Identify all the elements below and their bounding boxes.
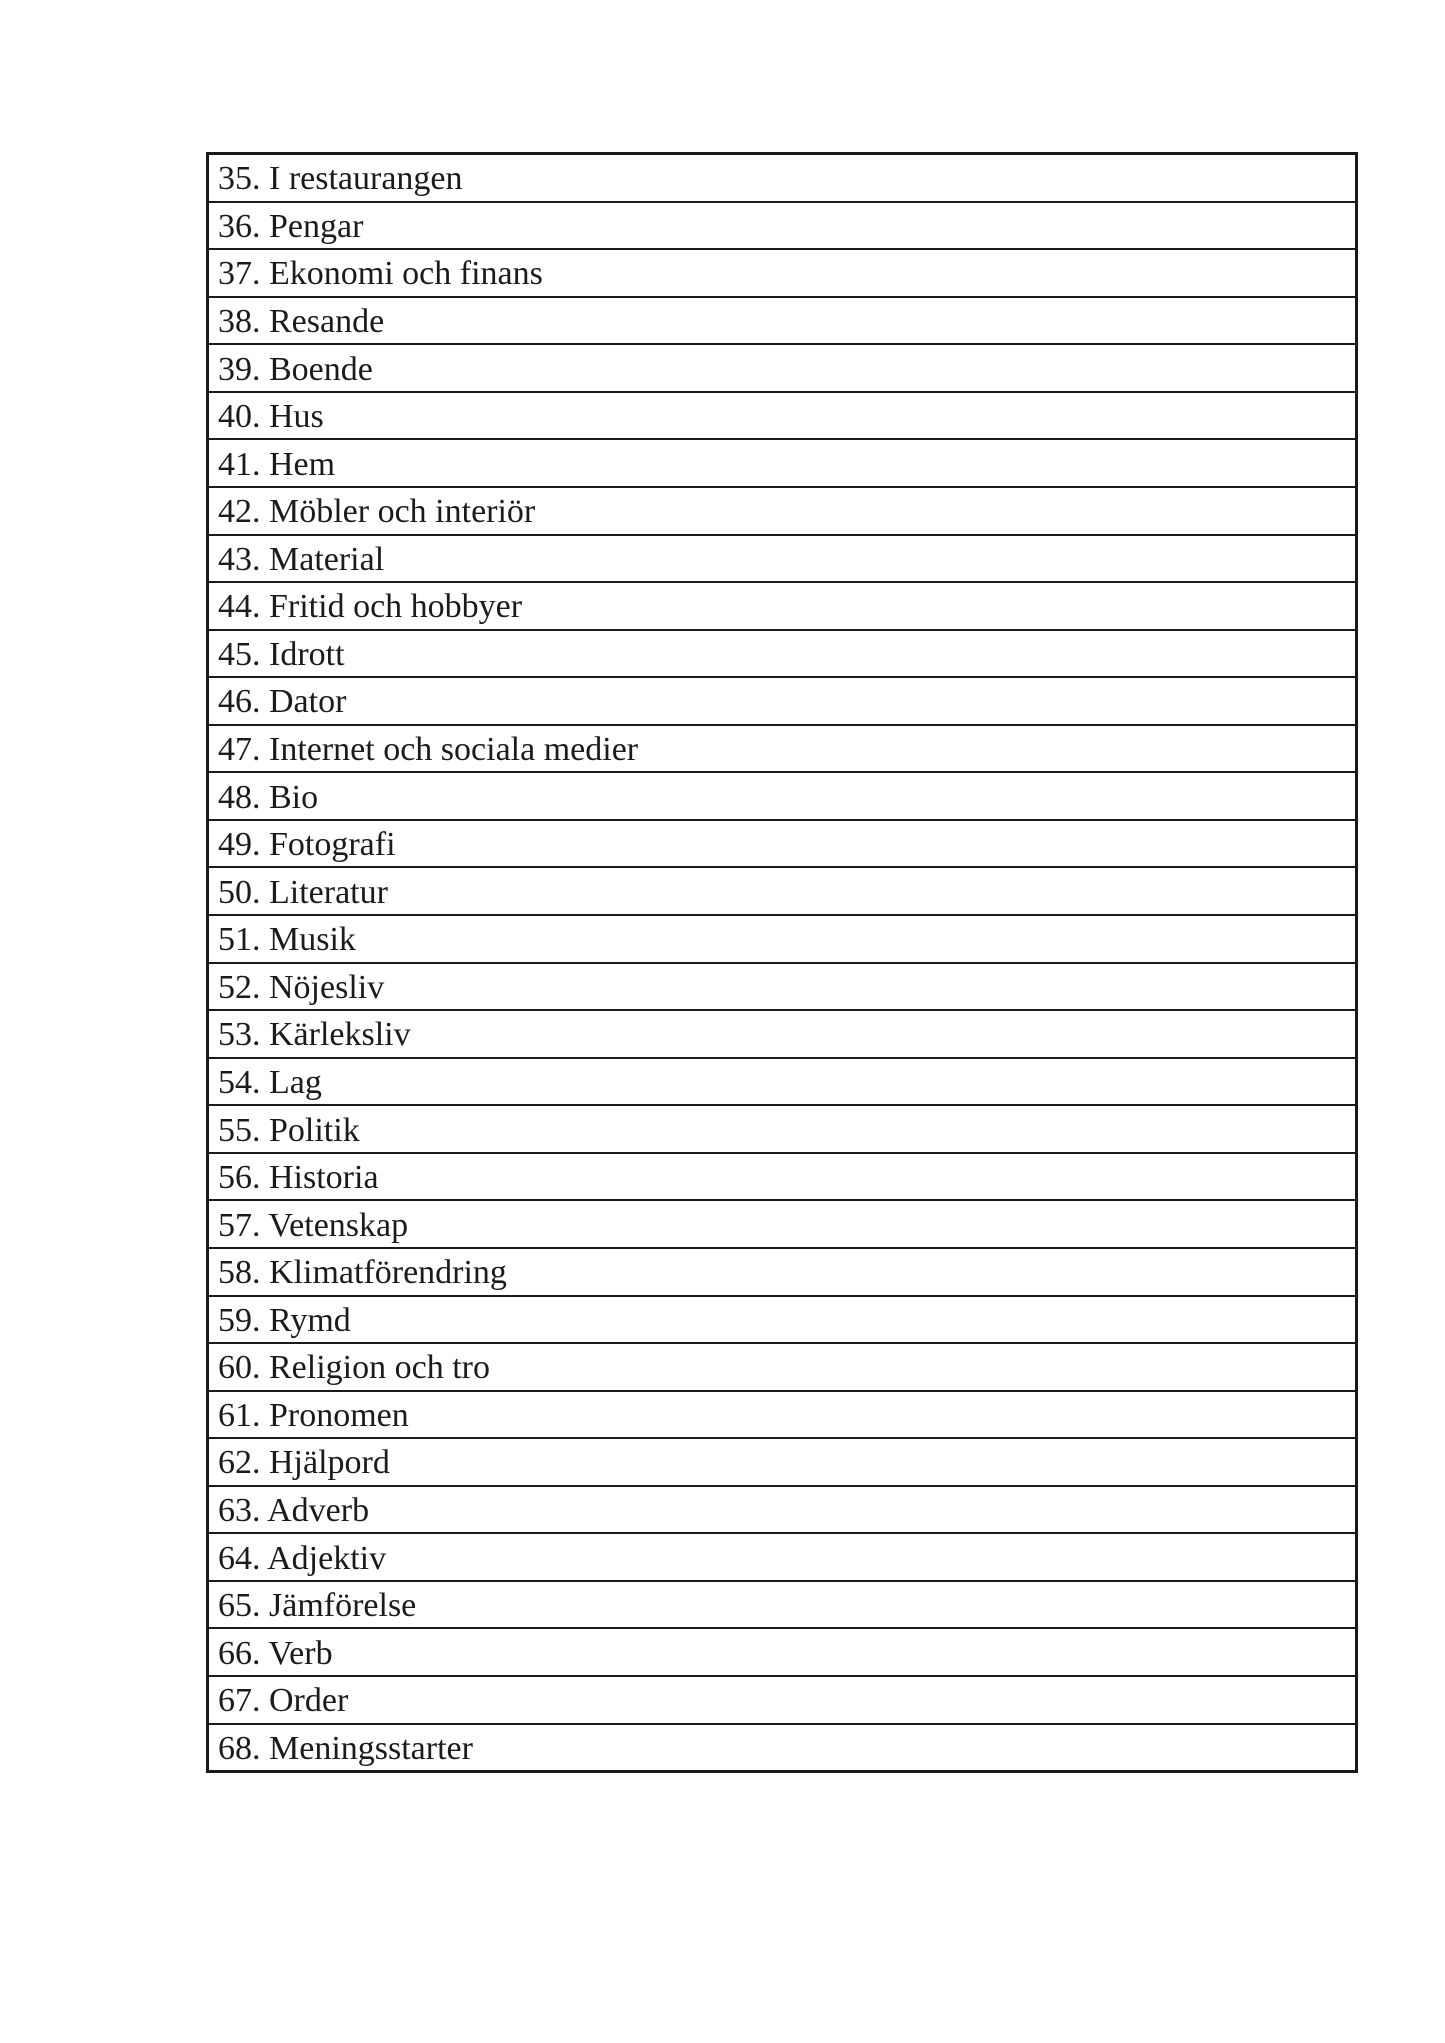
row-text: 57. Vetenskap bbox=[218, 1206, 409, 1244]
row-text: 51. Musik bbox=[218, 921, 356, 959]
table-row bbox=[209, 155, 1355, 203]
row-text: 55. Politik bbox=[218, 1111, 360, 1149]
row-text: 64. Adjektiv bbox=[218, 1539, 387, 1577]
table-row bbox=[209, 1201, 1355, 1249]
row-text: 62. Hjälpord bbox=[218, 1444, 390, 1482]
row-text: 54. Lag bbox=[218, 1063, 322, 1101]
table-row bbox=[209, 488, 1355, 536]
table-row bbox=[209, 203, 1355, 251]
row-text: 48. Bio bbox=[218, 778, 319, 816]
row-text: 39. Boende bbox=[218, 350, 373, 388]
table-row bbox=[209, 726, 1355, 774]
row-text: 68. Meningsstarter bbox=[218, 1729, 473, 1767]
row-text: 60. Religion och tro bbox=[218, 1349, 490, 1387]
row-text: 36. Pengar bbox=[218, 207, 364, 245]
row-text: 38. Resande bbox=[218, 302, 385, 340]
table-row bbox=[209, 1725, 1355, 1771]
table-row bbox=[209, 1154, 1355, 1202]
table-row bbox=[209, 250, 1355, 298]
table-row bbox=[209, 583, 1355, 631]
table-row bbox=[209, 773, 1355, 821]
table-row bbox=[209, 1677, 1355, 1725]
row-text: 67. Order bbox=[218, 1682, 349, 1720]
row-text: 56. Historia bbox=[218, 1159, 379, 1197]
row-text: 58. Klimatförendring bbox=[218, 1254, 507, 1292]
row-text: 44. Fritid och hobbyer bbox=[218, 588, 523, 626]
table-row bbox=[209, 868, 1355, 916]
row-text: 42. Möbler och interiör bbox=[218, 493, 536, 531]
row-text: 59. Rymd bbox=[218, 1301, 351, 1339]
table-row bbox=[209, 1629, 1355, 1677]
row-text: 65. Jämförelse bbox=[218, 1587, 417, 1625]
table-row bbox=[209, 916, 1355, 964]
table-row bbox=[209, 440, 1355, 488]
table-row bbox=[209, 1439, 1355, 1487]
row-text: 63. Adverb bbox=[218, 1492, 370, 1530]
table-row bbox=[209, 631, 1355, 679]
row-text: 66. Verb bbox=[218, 1634, 333, 1672]
table-row bbox=[209, 1011, 1355, 1059]
table-row bbox=[209, 1106, 1355, 1154]
row-text: 53. Kärleksliv bbox=[218, 1016, 411, 1054]
table-row bbox=[209, 1534, 1355, 1582]
row-text: 61. Pronomen bbox=[218, 1396, 409, 1434]
table-row bbox=[209, 1344, 1355, 1392]
row-text: 50. Literatur bbox=[218, 873, 388, 911]
table-row bbox=[209, 678, 1355, 726]
row-text: 46. Dator bbox=[218, 683, 347, 721]
row-text: 35. I restaurangen bbox=[218, 160, 463, 198]
table-row bbox=[209, 393, 1355, 441]
table-row bbox=[209, 1249, 1355, 1297]
contents-table bbox=[206, 152, 1358, 1773]
row-text: 45. Idrott bbox=[218, 635, 345, 673]
table-row bbox=[209, 536, 1355, 584]
table-row bbox=[209, 1297, 1355, 1345]
table-row bbox=[209, 345, 1355, 393]
table-row bbox=[209, 1392, 1355, 1440]
row-text: 52. Nöjesliv bbox=[218, 968, 385, 1006]
table-row bbox=[209, 1582, 1355, 1630]
row-text: 40. Hus bbox=[218, 398, 324, 436]
row-text: 49. Fotografi bbox=[218, 826, 396, 864]
table-row bbox=[209, 964, 1355, 1012]
row-text: 47. Internet och sociala medier bbox=[218, 731, 639, 769]
row-text: 37. Ekonomi och finans bbox=[218, 255, 543, 293]
table-row bbox=[209, 1487, 1355, 1535]
table-row bbox=[209, 1059, 1355, 1107]
row-text: 43. Material bbox=[218, 540, 385, 578]
table-row bbox=[209, 821, 1355, 869]
table-row bbox=[209, 298, 1355, 346]
row-text: 41. Hem bbox=[218, 445, 336, 483]
